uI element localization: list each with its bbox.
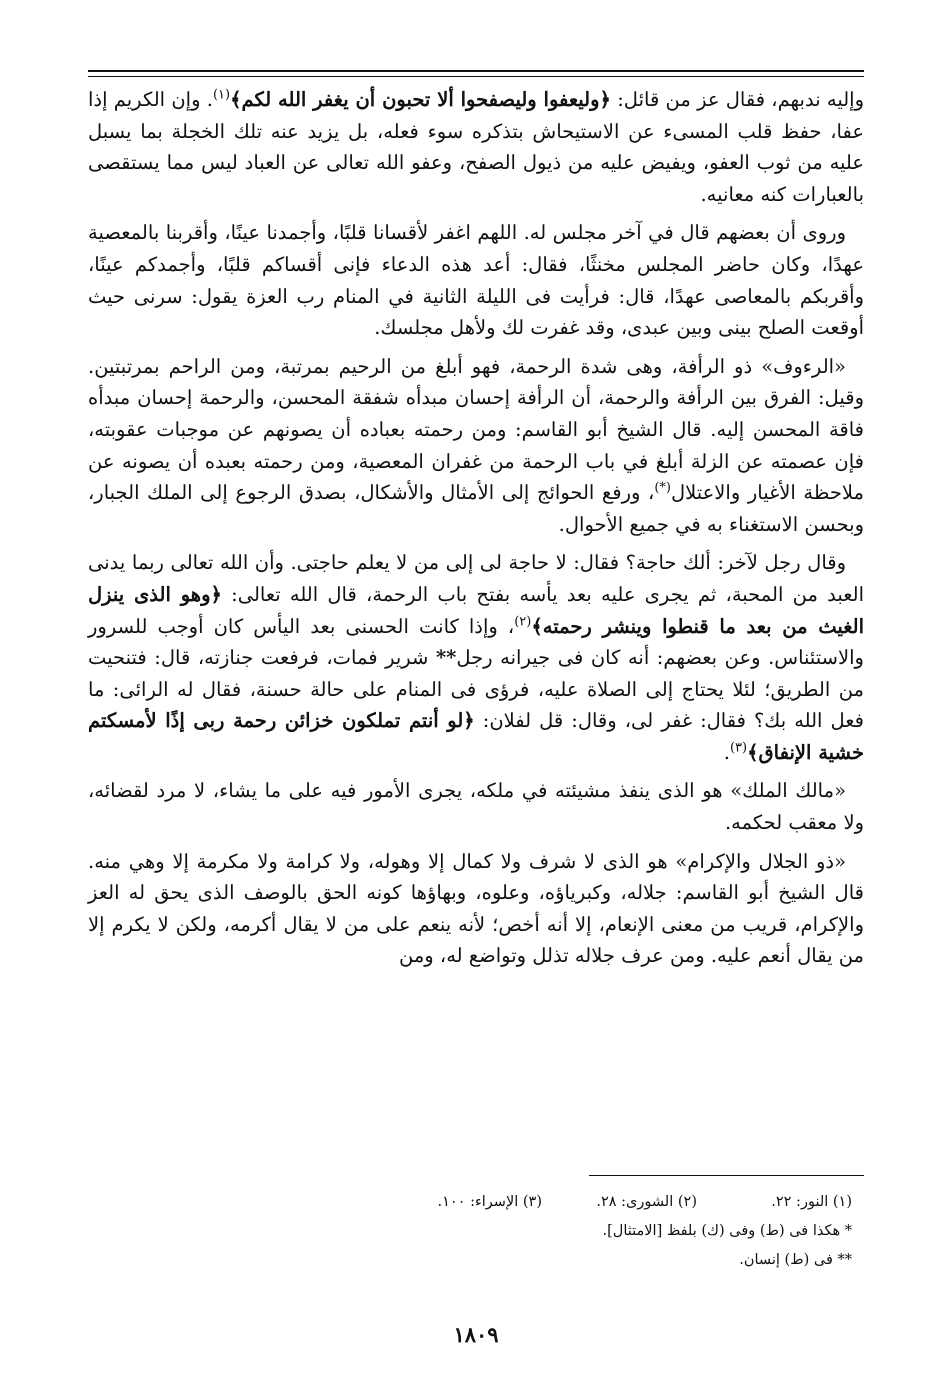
- footnote-rule: [589, 1175, 864, 1176]
- page-number: ١٨٠٩: [453, 1322, 499, 1347]
- header-rule-thick: [88, 70, 864, 72]
- paragraph-5: [88, 775, 864, 838]
- quran-quote: ﴿وليعفوا وليصفحوا ألا تحبون أن يغفر الله لكم﴾: [230, 88, 611, 111]
- footnote-ref-double-star: **: [435, 646, 457, 670]
- footnote-ref: (٢): [514, 614, 532, 629]
- p2-text: وروى أن بعضهم قال في آخر مجلس له. اللهم اغفر لأقسانا قلبًا، وأجمدنا عينًا، وأقربنا بالمعصية عهدًا، وكان حاضر المجلس مخنثًا، فقال: أعد هذه الدعاء فإنى أقساكم قلبًا، وأجمدكم عينًا، وأقربكم بالمعاصى عهدًا، قال: فرأيت فى الليلة الثانية في المنام رب العزة يقول: سرنى حيث أوقعت الصلح بينى وبين عبدى، وقد غفرت لك ولأهل مجلسك.: [88, 221, 864, 340]
- paragraph-4: [88, 547, 864, 768]
- footnote-double-star: ** فى (ط) إنسان.: [739, 1252, 852, 1268]
- p4-text-mid2: شرير فمات، فرفعت جنازته، قال: فتنحيت من الطريق؛ لئلا يحتاج إلى الصلاة عليه، فرؤى فى المنام على حالة حسنة، فقال له الرائى: ما فعل الله بك؟ فقال: غفر لى، وقال: قل لفلان:: [88, 646, 864, 733]
- p1-text-cont: . وإن الكريم إذا عفا، حفظ قلب المسىء عن الاستيحاش بتذكره سوء فعله، بل يزيد عنه تلك الخجلة بما يسبل عليه من ثوب العفو، ويفيض عليه من ذيول الصفح، وعفو الله تعالى عن العباد ليس مما يستقصى بالعبارات كنه معانيه.: [88, 88, 864, 206]
- p6-text: «ذو الجلال والإكرام» هو الذى لا شرف ولا كمال إلا وهوله، ولا كرامة ولا مكرمة إلا وهي منه. قال الشيخ أبو القاسم: جلاله، وكبرياؤه، وعلوه، وبهاؤها كونه الحق بالوصف الذى يحق له العز والإكرام، قريب من معنى الإنعام، إلا أنه أخص؛ لأنه ينعم على من لا يقال أكرمه، ولكن لا يكرم إلا من يقال أنعم عليه. ومن عرف جلاله تذلل وتواضع له، ومن: [88, 849, 864, 968]
- footnotes: [88, 1188, 852, 1275]
- p1-text: وإليه ندبهم، فقال عز من قائل:: [610, 88, 865, 111]
- quran-quote: ﴿وهو الذى ينزل الغيث من بعد ما قنطوا وينشر رحمته﴾: [88, 582, 864, 638]
- footnote-ref-star: (*): [654, 480, 671, 496]
- p3-text-cont: ، ورفع الحوائج إلى الأمثال والأشكال، بصدق الرجوع إلى الملك الجبار، وبحسن الاستغناء به في جميع الأحوال.: [88, 481, 864, 536]
- p4-text-mid: ، وإذا كانت الحسنى بعد اليأس كان أوجب للسرور والاستئناس. وعن بعضهم: أنه كان فى جيرانه رجل: [88, 614, 864, 670]
- header-rule-thin: [88, 76, 864, 77]
- footnote-2: (٢) الشورى: ٢٨.: [596, 1194, 697, 1210]
- paragraph-6: [88, 846, 864, 972]
- footnote-ref: (٣): [729, 740, 748, 756]
- footnote-1: (١) النور: ٢٢.: [771, 1194, 852, 1210]
- footnote-3: (٣) الإسراء: ١٠٠.: [437, 1194, 542, 1210]
- p5-text: «مالك الملك» هو الذى ينفذ مشيئته في ملكه، يجرى الأمور فيه على ما يشاء، لا مرد لقضائه، ولا معقب لحكمه.: [88, 779, 864, 835]
- p3-text: «الرءوف» ذو الرأفة، وهى شدة الرحمة، فهو أبلغ من الرحيم بمرتبة، ومن الراحم بمرتبتين. وقيل: الفرق بين الرأفة والرحمة، أن الرأفة إحسان مبدأه شفقة المحسن، والرحمة إحسان مبدأه فاقة المحسن إليه. قال الشيخ أبو القاسم: ومن رحمته بعباده أن يصونهم عن موجبات عقوبته، فإن عصمته عن الزلة أبلغ في باب الرحمة من غفران المعصية، ومن رحمته بعبده أن يصونه عن ملاحظة الأغيار والاعتلال: [88, 354, 864, 505]
- paragraph-3: [88, 351, 864, 541]
- footnote-refs-row: [88, 1188, 852, 1217]
- main-text: [88, 84, 864, 979]
- paragraph-1: [88, 84, 864, 210]
- footnote-ref: (١): [212, 87, 231, 103]
- p4-text: وقال رجل لآخر: ألك حاجة؟ فقال: لا حاجة لى إلى من لا يعلم حاجتى. وأن الله تعالى ربما يدنى العبد من المحبة، ثم يجرى عليه بعد يأسه بفتح باب الرحمة، قال الله تعالى:: [88, 551, 865, 606]
- p4-text-end: .: [723, 740, 730, 764]
- footnote-star: * هكذا فى (ط) وفى (ك) بلفظ [الامتثال].: [602, 1223, 852, 1239]
- paragraph-2: [88, 217, 864, 343]
- quran-quote: ﴿لو أنتم تملكون خزائن رحمة ربى إذًا لأمسكتم خشية الإنفاق﴾: [88, 709, 864, 764]
